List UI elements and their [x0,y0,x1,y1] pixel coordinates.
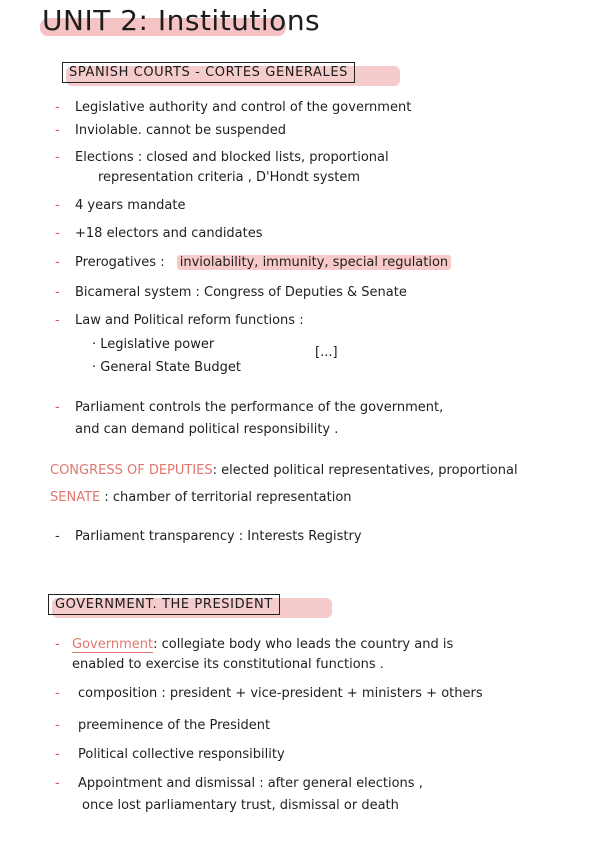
ellipsis-note: [...] [315,345,338,360]
bullet-dash: - [55,400,60,415]
prerogatives-highlight: inviolability, immunity, special regulation [177,255,451,270]
list-item-continuation: and can demand political responsibility . [75,422,339,437]
list-item: Parliament transparency : Interests Registry [75,529,362,544]
list-item: preeminence of the President [78,718,271,733]
bullet-dash: - [55,150,60,165]
bullet-dash: - [55,529,60,544]
congress-line [50,462,518,480]
list-item: Legislative authority and control of the government [75,100,412,115]
bullet-dash: - [55,686,60,701]
list-item: Elections : closed and blocked lists, proportional [75,150,389,165]
bullet-dash: - [55,718,60,733]
bullet-dash: - [55,285,60,300]
bullet-dash: - [55,100,60,115]
section2-title: GOVERNMENT. THE PRESIDENT [48,594,280,615]
list-item: Parliament controls the performance of the government, [75,400,444,415]
government-text: : collegiate body who leads the country and is [153,637,454,652]
list-item [75,254,451,272]
list-item: Bicameral system : Congress of Deputies & Senate [75,285,407,300]
bullet-dash: - [55,198,60,213]
congress-text: : elected political representatives, proportional [212,463,518,478]
list-item: Inviolable. cannot be suspended [75,123,286,138]
bullet-dash: - [55,313,60,328]
list-item: Appointment and dismissal : after general elections , [78,776,423,791]
sub-item: · General State Budget [92,360,241,375]
senate-text: : chamber of territorial representation [104,490,352,505]
congress-label: CONGRESS OF DEPUTIES [50,463,213,478]
bullet-dash: - [55,226,60,241]
prerogatives-label: Prerogatives : [75,255,165,270]
government-label: Government [72,637,154,652]
list-item-continuation: representation criteria , D'Hondt system [98,170,361,185]
sub-item: · Legislative power [92,337,215,352]
list-item-continuation: enabled to exercise its constitutional functions . [72,657,384,672]
bullet-dash: - [55,255,60,270]
bullet-dash: - [55,637,60,652]
list-item: 4 years mandate [75,198,186,213]
list-item: Law and Political reform functions : [75,313,304,328]
list-item: Political collective responsibility [78,747,285,762]
section1-title: SPANISH COURTS - CORTES GENERALES [62,62,355,83]
bullet-dash: - [55,776,60,791]
list-item: composition : president + vice-president + ministers + others [78,686,483,701]
government-line [72,636,453,654]
senate-label: SENATE [50,490,101,505]
list-item: +18 electors and candidates [75,226,263,241]
bullet-dash: - [55,123,60,138]
page-title: UNIT 2: Institutions [42,4,321,37]
list-item-continuation: once lost parliamentary trust, dismissal or death [82,798,399,813]
bullet-dash: - [55,747,60,762]
senate-line [50,489,352,507]
